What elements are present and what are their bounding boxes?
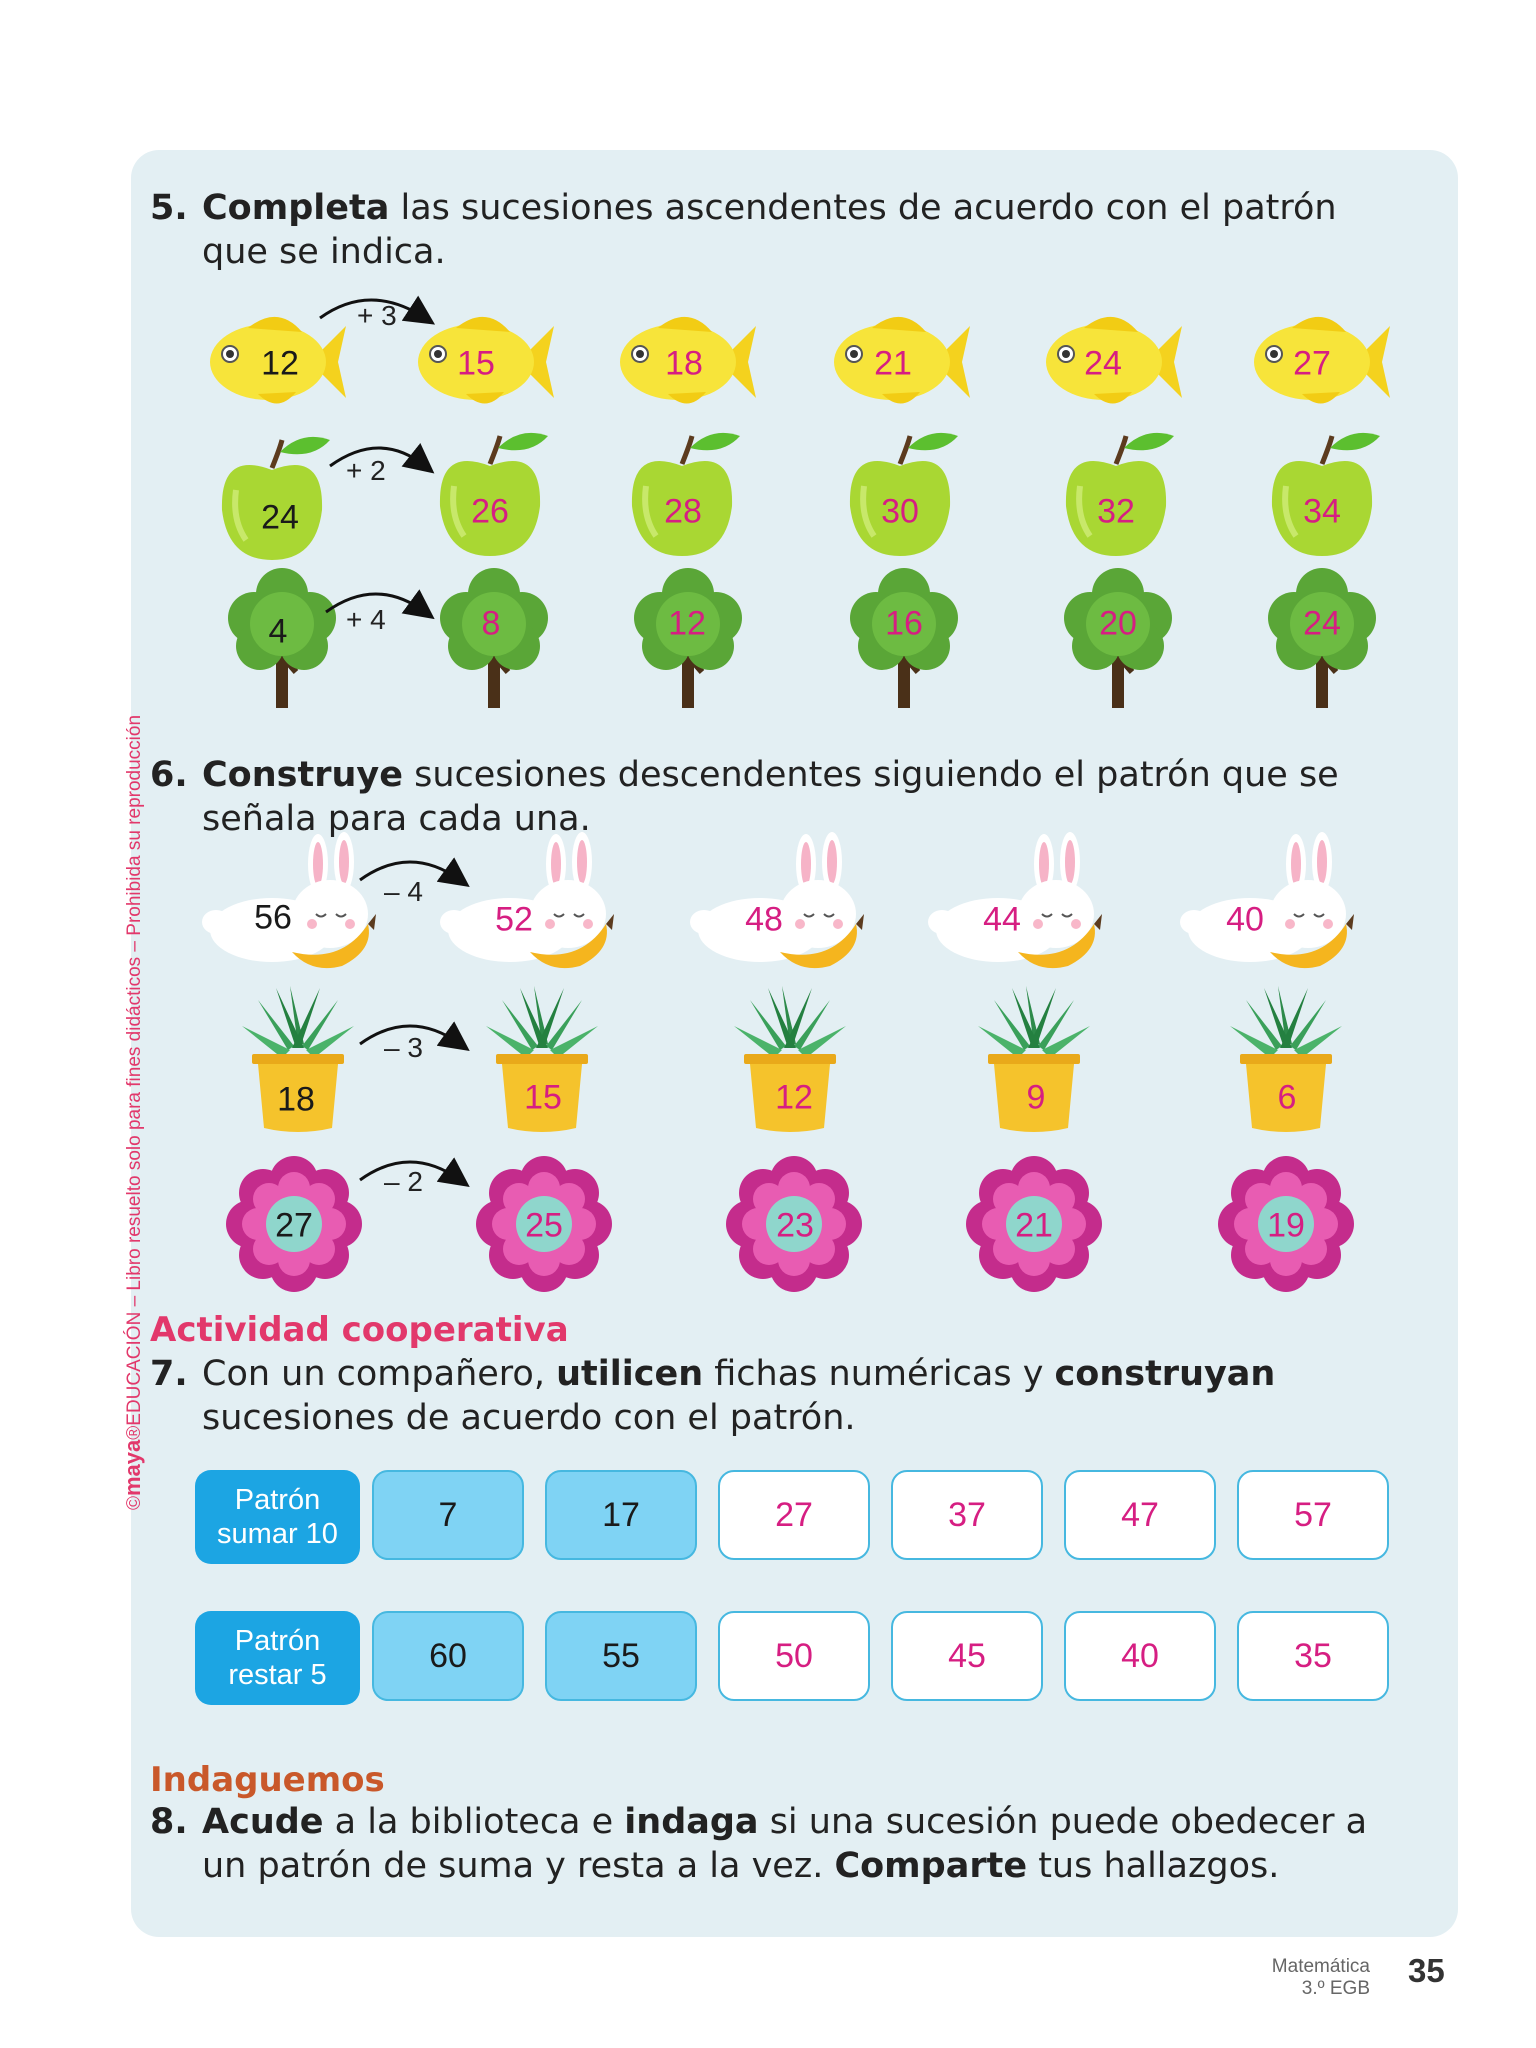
sequence-answer: 9 [1026, 1078, 1046, 1117]
sequence-answer: 24 [1303, 604, 1341, 643]
pattern-header-line: restar 5 [228, 1659, 327, 1691]
answer-card: 35 [1237, 1611, 1389, 1701]
question-number: 8. [150, 1802, 188, 1842]
sequence-answer: 20 [1099, 604, 1137, 643]
pattern-label: + 2 [346, 455, 386, 486]
subject-name: Matemática [1271, 1956, 1370, 1977]
number-card: 7 [372, 1470, 524, 1560]
sequence-answer: 27 [1293, 344, 1331, 383]
sequence-value: 24 [261, 498, 299, 537]
answer-card: 37 [891, 1470, 1043, 1560]
question-verb: Completa [202, 188, 390, 228]
question-text-cont: un patrón de suma y resta a la vez. [202, 1846, 835, 1886]
sequence-answer: 8 [481, 604, 501, 643]
copyright-notice: ®EDUCACIÓN – Libro resuelto solo para fines didácticos – Prohibida su reproducción [124, 714, 145, 1440]
answer-card: 47 [1064, 1470, 1216, 1560]
sequence-answer: 16 [885, 604, 923, 643]
answer-card: 27 [718, 1470, 870, 1560]
sequence-answer: 12 [775, 1078, 813, 1117]
copyright-symbol: © [124, 1496, 145, 1510]
question-number: 5. [150, 188, 188, 228]
pattern-label: – 4 [384, 876, 423, 907]
pattern-label: + 4 [346, 604, 386, 635]
pattern-header-box [195, 1611, 360, 1705]
section-title-cooperative: Actividad cooperativa [150, 1310, 569, 1350]
answer-card: 57 [1237, 1470, 1389, 1560]
number-card: 55 [545, 1611, 697, 1701]
sequence-answer: 48 [745, 900, 783, 939]
page-number: 35 [1408, 1952, 1445, 1989]
grade-level: 3.º EGB [1301, 1978, 1370, 1999]
pattern-header-box [195, 1470, 360, 1564]
answer-card: 40 [1064, 1611, 1216, 1701]
question-8 [150, 1800, 1367, 1888]
answer-card: 50 [718, 1611, 870, 1701]
sequence-answer: 23 [776, 1206, 814, 1245]
sequence-answer: 12 [668, 604, 706, 643]
question-text-cont: sucesiones de acuerdo con el patrón. [202, 1398, 856, 1438]
question-verb: Construye [202, 755, 403, 795]
sequence-answer: 25 [525, 1206, 563, 1245]
question-verb: Acude [202, 1802, 324, 1842]
tree-row [228, 568, 1376, 708]
sequence-answer: 15 [457, 344, 495, 383]
question-text: sucesiones descendentes siguiendo el patrón que se [402, 755, 1339, 795]
question-verb: indaga [624, 1802, 759, 1842]
sequence-answer: 26 [471, 492, 509, 531]
question-text-cont: que se indica. [202, 232, 446, 272]
sequence-answer: 44 [983, 900, 1021, 939]
sequence-answer: 40 [1226, 900, 1264, 939]
question-text: si una sucesión puede obedecer a [758, 1802, 1368, 1842]
number-card: 17 [545, 1470, 697, 1560]
sequence-answer: 6 [1277, 1078, 1297, 1117]
section-title-research: Indaguemos [150, 1760, 385, 1800]
question-text: fichas numéricas y [703, 1354, 1055, 1394]
sequence-answer: 32 [1097, 492, 1135, 531]
sequence-answer: 52 [495, 900, 533, 939]
sequence-answer: 34 [1303, 492, 1341, 531]
sequence-answer: 21 [874, 344, 912, 383]
footer-subject [1272, 1956, 1370, 2000]
sequence-answer: 28 [664, 492, 702, 531]
sequence-value: 27 [275, 1206, 313, 1245]
pattern-label: – 3 [384, 1032, 423, 1063]
apple-row [222, 433, 1380, 560]
pattern-label: – 2 [384, 1166, 423, 1197]
sequence-answer: 15 [524, 1078, 562, 1117]
sequence-value: 12 [261, 344, 299, 383]
question-text-cont: señala para cada una. [202, 799, 591, 839]
question-7 [150, 1352, 1275, 1440]
sequence-answer: 21 [1015, 1206, 1053, 1245]
question-text: Con un compañero, [202, 1354, 557, 1394]
pattern-label: + 3 [357, 300, 397, 331]
pattern-header-line: Patrón [234, 1625, 321, 1657]
sequence-answer: 30 [881, 492, 919, 531]
number-card: 60 [372, 1611, 524, 1701]
answer-card: 45 [891, 1611, 1043, 1701]
question-text: las sucesiones ascendentes de acuerdo con el patrón [389, 188, 1337, 228]
question-verb: construyan [1054, 1354, 1276, 1394]
sequence-value: 4 [268, 612, 288, 651]
question-verb: utilicen [556, 1354, 704, 1394]
brand-name: maya [120, 1439, 145, 1496]
pattern-header-line: sumar 10 [217, 1518, 338, 1550]
sequence-answer: 19 [1267, 1206, 1305, 1245]
sequence-value: 56 [254, 898, 292, 937]
question-text: a la biblioteca e [323, 1802, 625, 1842]
sequence-value: 18 [277, 1080, 315, 1119]
sequence-answer: 18 [665, 344, 703, 383]
bunny-icon [1180, 832, 1354, 968]
question-verb: Comparte [834, 1846, 1028, 1886]
question-text-cont: tus hallazgos. [1027, 1846, 1280, 1886]
question-number: 7. [150, 1354, 188, 1394]
sequence-answer: 24 [1084, 344, 1122, 383]
question-number: 6. [150, 755, 188, 795]
pattern-header-line: Patrón [234, 1484, 321, 1516]
